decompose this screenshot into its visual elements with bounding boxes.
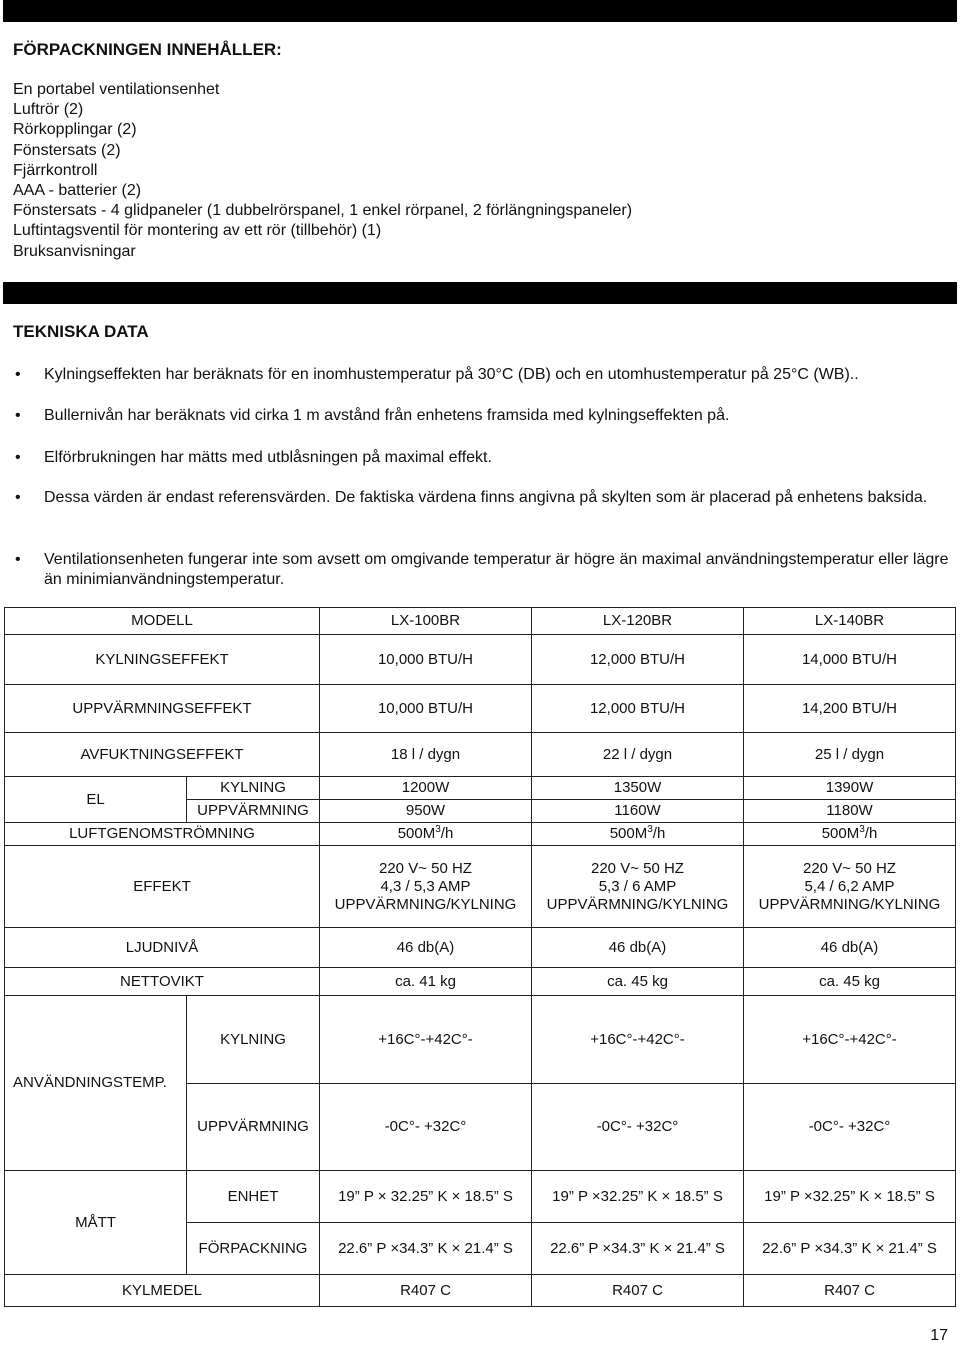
table-cell: +16C°-+42C°- xyxy=(744,996,956,1084)
table-cell: 22.6” P ×34.3” K × 21.4” S xyxy=(532,1223,744,1275)
bullet-item: • Elförbrukningen har mätts med utblåsningen på maximal effekt. xyxy=(15,449,492,466)
bullet-item: • Kylningseffekten har beräknats för en inomhustemperatur på 30°C (DB) och en utomhustemperatur på 25°C (WB).. xyxy=(15,366,859,383)
bullet-item: • Dessa värden är endast referensvärden. De faktiska värdena finns angivna på skylten som är placerad på enhetens baksida. xyxy=(15,489,928,506)
list-item: Fjärrkontroll xyxy=(13,161,98,179)
table-cell: ca. 45 kg xyxy=(532,968,744,996)
table-row xyxy=(5,996,956,1084)
table-cell: R407 C xyxy=(532,1275,744,1307)
contents-list xyxy=(13,80,632,262)
table-cell: 12,000 BTU/H xyxy=(532,685,744,733)
table-cell: 14,200 BTU/H xyxy=(744,685,956,733)
list-item: Fönstersats (2) xyxy=(13,141,121,159)
bullet-dot-icon: • xyxy=(15,366,21,383)
table-cell: $500M^3/h$ xyxy=(532,823,744,846)
table-cell: 46 db(A) xyxy=(320,928,532,968)
table-label-cell: EFFEKT xyxy=(5,846,320,928)
page-number: 17 xyxy=(930,1327,948,1344)
table-cell: +16C°-+42C°- xyxy=(532,996,744,1084)
table-row xyxy=(5,733,956,777)
specs-heading: TEKNISKA DATA xyxy=(13,322,149,341)
table-cell: 1200W xyxy=(320,777,532,800)
table-cell: 1160W xyxy=(532,800,744,823)
table-cell: -0C°- +32C° xyxy=(532,1084,744,1171)
table-label-cell: MÅTT xyxy=(5,1171,187,1275)
table-label-cell: ANVÄNDNINGSTEMP. xyxy=(5,996,187,1171)
table-sublabel-cell: ENHET xyxy=(187,1171,320,1223)
table-row xyxy=(5,968,956,996)
table-cell: LX-140BR xyxy=(744,608,956,635)
bullet-dot-icon: • xyxy=(15,551,21,568)
table-cell: 1180W xyxy=(744,800,956,823)
table-cell: ca. 45 kg xyxy=(744,968,956,996)
contents-heading: FÖRPACKNINGEN INNEHÅLLER: xyxy=(13,40,282,59)
top-black-bar xyxy=(3,0,957,22)
table-cell: 18 l / dygn xyxy=(320,733,532,777)
table-cell: 14,000 BTU/H xyxy=(744,635,956,685)
table-cell: 220 V~ 50 HZ 4,3 / 5,3 AMP UPPVÄRMNING/KYLNING xyxy=(320,846,532,928)
table-cell: 1390W xyxy=(744,777,956,800)
table-row xyxy=(5,685,956,733)
table-cell: +16C°-+42C°- xyxy=(320,996,532,1084)
list-item: Rörkopplingar (2) xyxy=(13,121,137,139)
table-sublabel-cell: KYLNING xyxy=(187,996,320,1084)
table-cell: R407 C xyxy=(320,1275,532,1307)
bullet-dot-icon: • xyxy=(15,489,21,506)
table-cell: 950W xyxy=(320,800,532,823)
table-label-cell: EL xyxy=(5,777,187,823)
bullet-item: • Ventilationsenheten fungerar inte som avsett om omgivande temperatur är högre än maximal användningstemperatur eller lägre än minimianvändningstemperatur. xyxy=(15,551,949,588)
list-item: Bruksanvisningar xyxy=(13,242,136,260)
table-cell: 19” P ×32.25” K × 18.5” S xyxy=(532,1171,744,1223)
table-row xyxy=(5,1275,956,1307)
table-cell: 10,000 BTU/H xyxy=(320,635,532,685)
table-label-cell: KYLNINGSEFFEKT xyxy=(5,635,320,685)
table-sublabel-cell: UPPVÄRMNING xyxy=(187,1084,320,1171)
table-row xyxy=(5,846,956,928)
list-item: En portabel ventilationsenhet xyxy=(13,81,220,98)
table-label-cell: NETTOVIKT xyxy=(5,968,320,996)
table-row xyxy=(5,823,956,846)
table-row xyxy=(5,928,956,968)
table-cell: 46 db(A) xyxy=(744,928,956,968)
table-cell: 22.6” P ×34.3” K × 21.4” S xyxy=(320,1223,532,1275)
table-label-cell: UPPVÄRMNINGSEFFEKT xyxy=(5,685,320,733)
table-cell: LX-120BR xyxy=(532,608,744,635)
table-label-cell: KYLMEDEL xyxy=(5,1275,320,1307)
table-sublabel-cell: KYLNING xyxy=(187,777,320,800)
table-cell: 19” P ×32.25” K × 18.5” S xyxy=(744,1171,956,1223)
bullet-dot-icon: • xyxy=(15,407,21,424)
table-row xyxy=(5,777,956,800)
table-sublabel-cell: UPPVÄRMNING xyxy=(187,800,320,823)
table-cell: 25 l / dygn xyxy=(744,733,956,777)
spec-table xyxy=(4,607,956,1307)
table-cell: LX-100BR xyxy=(320,608,532,635)
table-cell: 12,000 BTU/H xyxy=(532,635,744,685)
table-label-cell: LJUDNIVÅ xyxy=(5,928,320,968)
list-item: Fönstersats - 4 glidpaneler (1 dubbelrörspanel, 1 enkel rörpanel, 2 förlängningspaneler) xyxy=(13,202,633,220)
list-item: Luftrör (2) xyxy=(13,101,84,119)
table-row xyxy=(5,635,956,685)
table-label-cell: LUFTGENOMSTRÖMNING xyxy=(5,823,320,846)
table-cell: 220 V~ 50 HZ 5,3 / 6 AMP UPPVÄRMNING/KYLNING xyxy=(532,846,744,928)
bullet-item: • Bullernivån har beräknats vid cirka 1 m avstånd från enhetens framsida med kylningseffekten på. xyxy=(15,407,730,424)
table-cell: 19” P × 32.25” K × 18.5” S xyxy=(320,1171,532,1223)
table-label-cell: AVFUKTNINGSEFFEKT xyxy=(5,733,320,777)
table-cell: ca. 41 kg xyxy=(320,968,532,996)
table-row xyxy=(5,1171,956,1223)
table-cell: -0C°- +32C° xyxy=(744,1084,956,1171)
list-item: Luftintagsventil för montering av ett rör (tillbehör) (1) xyxy=(13,222,382,240)
table-cell: 10,000 BTU/H xyxy=(320,685,532,733)
section-black-bar xyxy=(3,282,957,304)
table-cell: 22 l / dygn xyxy=(532,733,744,777)
table-cell: 220 V~ 50 HZ 5,4 / 6,2 AMP UPPVÄRMNING/KYLNING xyxy=(744,846,956,928)
bullet-dot-icon: • xyxy=(15,449,21,466)
list-item: AAA - batterier (2) xyxy=(13,182,142,200)
table-sublabel-cell: FÖRPACKNING xyxy=(187,1223,320,1275)
table-cell: 22.6” P ×34.3” K × 21.4” S xyxy=(744,1223,956,1275)
table-cell: -0C°- +32C° xyxy=(320,1084,532,1171)
table-cell: $500M^3/h$ xyxy=(320,823,532,846)
table-cell: R407 C xyxy=(744,1275,956,1307)
table-cell: 1350W xyxy=(532,777,744,800)
table-row xyxy=(5,608,956,635)
table-cell: 46 db(A) xyxy=(532,928,744,968)
table-label-cell: MODELL xyxy=(5,608,320,635)
table-cell: $500M^3/h$ xyxy=(744,823,956,846)
